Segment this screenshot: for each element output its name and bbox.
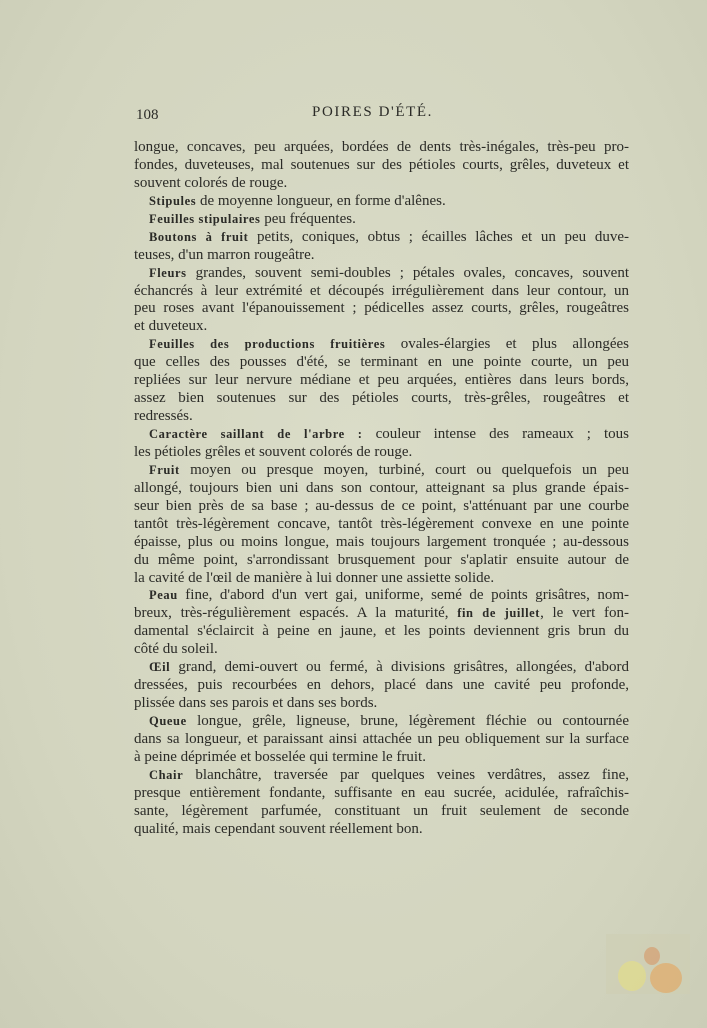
bold-heading-term: Peau — [149, 588, 178, 603]
text-segment: grandes, souvent semi-doubles ; pétales ovales, concaves, souvent — [186, 264, 629, 281]
bold-heading-term: Boutons à fruit — [149, 229, 249, 244]
bold-heading-term: Caractère saillant de l'arbre : — [149, 427, 363, 441]
page-body — [134, 139, 629, 839]
text-segment: souvent colorés de rouge. — [134, 174, 288, 191]
text-line — [134, 229, 629, 247]
text-segment: dressées, puis recourbées en dehors, placé dans une cavité peu profonde, — [134, 677, 629, 694]
text-line — [134, 426, 629, 444]
text-line — [134, 444, 629, 462]
text-line — [134, 570, 629, 588]
text-line — [134, 408, 629, 426]
paragraph — [134, 462, 629, 588]
fruit-watermark-image — [602, 930, 694, 998]
text-segment: et duveteux. — [134, 318, 208, 335]
text-line — [134, 659, 629, 677]
text-line — [134, 390, 629, 408]
text-segment: fine, d'abord d'un vert gai, uniforme, semé de points grisâtres, nom- — [177, 587, 629, 604]
text-segment: longue, concaves, peu arquées, bordées de dents très-inégales, très-peu pro- — [134, 139, 629, 155]
text-segment: repliées sur leur nervure médiane et peu arquées, entières dans leurs bords, — [134, 372, 629, 389]
text-segment: breux, très-régulièrement espacés. A la maturité, — [134, 605, 458, 622]
bold-heading-term: Queue — [149, 714, 187, 728]
bold-heading-term: fin de juillet — [457, 606, 541, 621]
text-line — [134, 713, 629, 731]
text-line — [134, 247, 629, 265]
text-line — [134, 211, 629, 229]
paragraph — [134, 426, 629, 462]
text-segment: côté du soleil. — [134, 641, 218, 658]
text-segment: à peine déprimée et bosselée qui termine le fruit. — [134, 748, 426, 765]
text-line — [134, 749, 629, 767]
text-line — [134, 803, 629, 821]
text-segment: plissée dans ses parois et dans ses bords. — [134, 695, 378, 712]
text-segment: moyen ou presque moyen, turbiné, court ou quelquefois un peu — [179, 461, 629, 478]
text-line — [134, 498, 629, 516]
bold-heading-term: Œil — [149, 660, 171, 675]
paragraph — [134, 767, 629, 839]
text-line — [134, 318, 629, 336]
paragraph — [134, 713, 629, 767]
text-segment: , le vert fon- — [540, 605, 629, 622]
paragraph — [134, 211, 629, 229]
paragraph — [134, 587, 629, 659]
text-segment: du même point, s'arrondissant brusquement pour s'aplatir ensuite autour de — [134, 551, 629, 568]
paragraph — [134, 229, 629, 265]
text-segment: teuses, d'un marron rougeâtre. — [134, 246, 315, 263]
text-segment: sante, légèrement parfumée, constituant un fruit seulement de seconde — [134, 802, 629, 819]
text-line — [134, 283, 629, 301]
text-line — [134, 480, 629, 498]
text-line — [134, 157, 629, 175]
text-line — [134, 462, 629, 480]
text-line — [134, 785, 629, 803]
text-segment: épaisse, plus ou moins longue, mais toujours largement tronquée ; au-dessous — [134, 533, 629, 550]
bold-heading-term: Chair — [149, 767, 184, 782]
text-line — [134, 265, 629, 283]
text-line — [134, 354, 629, 372]
text-line — [134, 677, 629, 695]
text-segment: blanchâtre, traversée par quelques veines verdâtres, assez fine, — [183, 766, 629, 783]
text-segment: presque entièrement fondante, suffisante en eau sucrée, acidulée, rafraîchis- — [134, 784, 629, 801]
text-line — [134, 641, 629, 659]
text-segment: couleur intense des rameaux ; tous — [362, 426, 629, 442]
bold-heading-term: Stipules — [149, 193, 197, 208]
text-segment: peu fréquentes. — [260, 210, 356, 227]
text-segment: grand, demi-ouvert ou fermé, à divisions grisâtres, allongées, d'abord — [170, 659, 629, 676]
text-segment: fondes, duveteuses, mal soutenues sur des pétioles courts, grêles, duveteux et — [134, 156, 629, 173]
text-segment: redressés. — [134, 408, 193, 425]
text-line — [134, 139, 629, 157]
text-segment: assez bien soutenues sur des pétioles courts, très-grêles, rougeâtres et — [134, 390, 629, 407]
text-line — [134, 605, 629, 623]
bold-heading-term: Feuilles des productions fruitières — [149, 337, 386, 352]
text-line — [134, 534, 629, 552]
text-line — [134, 821, 629, 839]
paragraph — [134, 659, 629, 713]
text-line — [134, 372, 629, 390]
bold-heading-term: Feuilles stipulaires — [149, 211, 261, 226]
text-segment: échancrés à leur extrémité et découpés irrégulièrement dans leur contour, un — [134, 282, 629, 299]
text-segment: peu roses avant l'épanouissement ; pédicelles assez courts, grêles, rougeâtres — [134, 300, 629, 317]
running-head: POIRES D'ÉTÉ. — [312, 104, 434, 120]
paragraph — [134, 139, 629, 193]
paragraph — [134, 193, 629, 211]
text-segment: allongé, toujours bien uni dans son contour, atteignant sa plus grande épais- — [134, 479, 629, 496]
text-segment: longue, grêle, ligneuse, brune, légèrement fléchie ou contournée — [186, 713, 629, 729]
text-line — [134, 731, 629, 749]
bold-heading-term: Fleurs — [149, 265, 187, 280]
text-line — [134, 175, 629, 193]
paragraph — [134, 336, 629, 426]
text-segment: qualité, mais cependant souvent réellement bon. — [134, 820, 423, 837]
text-segment: petits, coniques, obtus ; écailles lâches et un peu duve- — [248, 228, 629, 245]
text-line — [134, 516, 629, 534]
text-segment: dans sa longueur, et paraissant ainsi attachée un peu obliquement sur la surface — [134, 730, 629, 747]
text-segment: de moyenne longueur, en forme d'alênes. — [196, 192, 446, 209]
text-line — [134, 695, 629, 713]
text-line — [134, 767, 629, 785]
text-line — [134, 552, 629, 570]
text-line — [134, 587, 629, 605]
bold-heading-term: Fruit — [149, 462, 180, 477]
page-number: 108 — [136, 107, 159, 123]
text-line — [134, 623, 629, 641]
text-segment: les pétioles grêles et souvent colorés de rouge. — [134, 443, 413, 460]
text-segment: seur bien près de sa base ; au-dessus de ce point, s'atténuant par une courbe — [134, 497, 629, 514]
text-segment: que celles des pousses d'été, se terminant en une pointe courte, un peu — [134, 354, 629, 371]
text-segment: damental s'éclaircit à peine en jaune, et les points deviennent gris brun du — [134, 623, 629, 640]
text-segment: tantôt très-légèrement concave, tantôt très-légèrement convexe en une pointe — [134, 515, 629, 532]
text-line — [134, 300, 629, 318]
text-segment: ovales-élargies et plus allongées — [385, 336, 629, 353]
text-line — [134, 193, 629, 211]
paragraph — [134, 265, 629, 337]
text-line — [134, 336, 629, 354]
text-segment: la cavité de l'œil de manière à lui donner une assiette solide. — [134, 569, 495, 586]
